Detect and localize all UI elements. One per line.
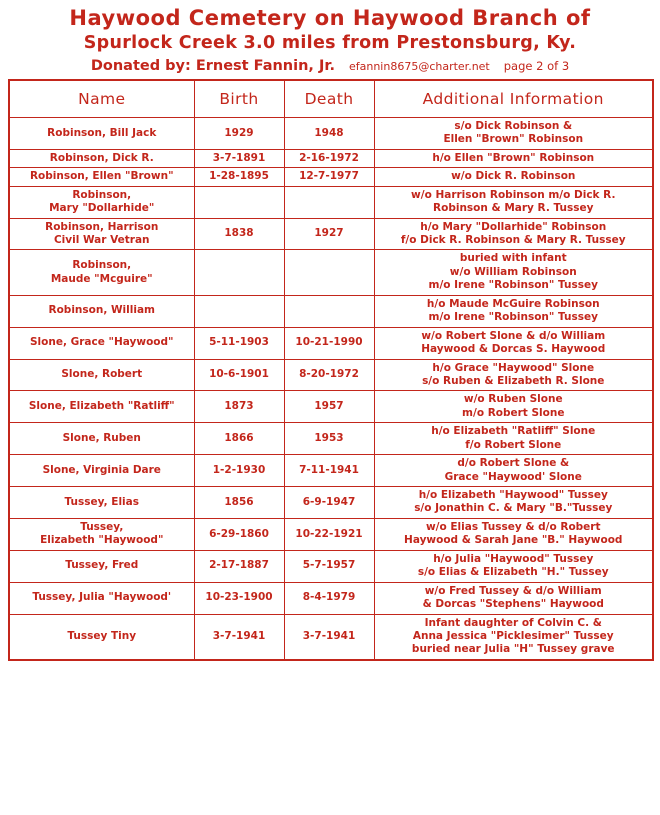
- table-row: [9, 295, 653, 327]
- cell-additional-information: s/o Dick Robinson & Ellen "Brown" Robinson: [374, 117, 653, 149]
- credit-row: [8, 58, 652, 75]
- table-row: [9, 614, 653, 660]
- table-row: [9, 487, 653, 519]
- cell-death: 8-4-1979: [284, 582, 374, 614]
- cell-birth: [194, 186, 284, 218]
- cell-birth: [194, 250, 284, 295]
- cell-additional-information: h/o Elizabeth "Ratliff" Slone f/o Robert Slone: [374, 423, 653, 455]
- table-row: [9, 391, 653, 423]
- column-header-name: Name: [9, 80, 194, 118]
- cell-name: Tussey Tiny: [9, 614, 194, 660]
- cell-additional-information: h/o Mary "Dollarhide" Robinson f/o Dick R. Robinson & Mary R. Tussey: [374, 218, 653, 250]
- cell-death: [284, 295, 374, 327]
- page-title-line-1: Haywood Cemetery on Haywood Branch of: [69, 6, 591, 30]
- cell-additional-information: w/o Fred Tussey & d/o William & Dorcas "Stephens" Haywood: [374, 582, 653, 614]
- cell-name: Slone, Grace "Haywood": [9, 327, 194, 359]
- cell-death: 1953: [284, 423, 374, 455]
- cell-birth: 1838: [194, 218, 284, 250]
- cell-additional-information: w/o Dick R. Robinson: [374, 168, 653, 186]
- page-title-line-2: Spurlock Creek 3.0 miles from Prestonsburg, Ky.: [83, 33, 577, 54]
- cell-name: Slone, Virginia Dare: [9, 455, 194, 487]
- donated-by-text: Donated by: Ernest Fannin, Jr.: [90, 58, 335, 75]
- cell-death: 6-9-1947: [284, 487, 374, 519]
- cell-birth: 2-17-1887: [194, 550, 284, 582]
- table-row: [9, 186, 653, 218]
- document-header: [8, 6, 652, 75]
- page-number-label: page 2 of 3: [503, 59, 570, 74]
- cell-death: 3-7-1941: [284, 614, 374, 660]
- cell-birth: 1873: [194, 391, 284, 423]
- column-header-additional-information: Additional Information: [374, 80, 653, 118]
- cell-name: Robinson, Maude "Mcguire": [9, 250, 194, 295]
- cell-name: Tussey, Julia "Haywood': [9, 582, 194, 614]
- table-row: [9, 250, 653, 295]
- cell-additional-information: w/o Ruben Slone m/o Robert Slone: [374, 391, 653, 423]
- cell-birth: 6-29-1860: [194, 518, 284, 550]
- table-row: [9, 149, 653, 167]
- table-row: [9, 359, 653, 391]
- cell-birth: 5-11-1903: [194, 327, 284, 359]
- cell-additional-information: Infant daughter of Colvin C. & Anna Jessica "Picklesimer" Tussey buried near Julia "H" Tussey grave: [374, 614, 653, 660]
- table-row: [9, 518, 653, 550]
- table-row: [9, 218, 653, 250]
- cell-name: Robinson, Bill Jack: [9, 117, 194, 149]
- cell-birth: 3-7-1891: [194, 149, 284, 167]
- column-header-death: Death: [284, 80, 374, 118]
- cell-birth: 1866: [194, 423, 284, 455]
- cell-death: 10-22-1921: [284, 518, 374, 550]
- cell-birth: [194, 295, 284, 327]
- cell-name: Slone, Robert: [9, 359, 194, 391]
- cell-death: 7-11-1941: [284, 455, 374, 487]
- cell-death: [284, 186, 374, 218]
- cell-name: Tussey, Elizabeth "Haywood": [9, 518, 194, 550]
- table-body: [9, 117, 653, 659]
- contact-email: efannin8675@charter.net: [348, 60, 490, 74]
- cell-name: Robinson, Mary "Dollarhide": [9, 186, 194, 218]
- cell-additional-information: d/o Robert Slone & Grace "Haywood' Slone: [374, 455, 653, 487]
- cell-name: Tussey, Elias: [9, 487, 194, 519]
- cell-birth: 1856: [194, 487, 284, 519]
- table-row: [9, 423, 653, 455]
- cell-additional-information: h/o Julia "Haywood" Tussey s/o Elias & Elizabeth "H." Tussey: [374, 550, 653, 582]
- cell-name: Robinson, Harrison Civil War Vetran: [9, 218, 194, 250]
- cell-death: 1957: [284, 391, 374, 423]
- cell-name: Tussey, Fred: [9, 550, 194, 582]
- cemetery-records-table: [8, 79, 654, 661]
- cell-name: Slone, Ruben: [9, 423, 194, 455]
- cell-additional-information: w/o Harrison Robinson m/o Dick R. Robinson & Mary R. Tussey: [374, 186, 653, 218]
- table-row: [9, 455, 653, 487]
- column-header-birth: Birth: [194, 80, 284, 118]
- cell-birth: 10-23-1900: [194, 582, 284, 614]
- cell-additional-information: h/o Ellen "Brown" Robinson: [374, 149, 653, 167]
- cell-additional-information: w/o Elias Tussey & d/o Robert Haywood & Sarah Jane "B." Haywood: [374, 518, 653, 550]
- cell-death: 1948: [284, 117, 374, 149]
- cell-death: 5-7-1957: [284, 550, 374, 582]
- cell-birth: 10-6-1901: [194, 359, 284, 391]
- table-row: [9, 117, 653, 149]
- cell-name: Robinson, Dick R.: [9, 149, 194, 167]
- cell-birth: 1-2-1930: [194, 455, 284, 487]
- cell-birth: 1929: [194, 117, 284, 149]
- cell-death: 2-16-1972: [284, 149, 374, 167]
- cell-name: Slone, Elizabeth "Ratliff": [9, 391, 194, 423]
- table-row: [9, 168, 653, 186]
- cell-name: Robinson, William: [9, 295, 194, 327]
- cell-death: [284, 250, 374, 295]
- cell-birth: 1-28-1895: [194, 168, 284, 186]
- cell-death: 12-7-1977: [284, 168, 374, 186]
- cell-name: Robinson, Ellen "Brown": [9, 168, 194, 186]
- cell-birth: 3-7-1941: [194, 614, 284, 660]
- cell-death: 10-21-1990: [284, 327, 374, 359]
- table-row: [9, 550, 653, 582]
- table-header-row: [9, 80, 653, 118]
- table-row: [9, 327, 653, 359]
- table-row: [9, 582, 653, 614]
- cell-additional-information: h/o Maude McGuire Robinson m/o Irene "Robinson" Tussey: [374, 295, 653, 327]
- cell-additional-information: h/o Grace "Haywood" Slone s/o Ruben & Elizabeth R. Slone: [374, 359, 653, 391]
- cell-death: 8-20-1972: [284, 359, 374, 391]
- cell-death: 1927: [284, 218, 374, 250]
- cell-additional-information: h/o Elizabeth "Haywood" Tussey s/o Jonathin C. & Mary "B."Tussey: [374, 487, 653, 519]
- cell-additional-information: buried with infant w/o William Robinson m/o Irene "Robinson" Tussey: [374, 250, 653, 295]
- cell-additional-information: w/o Robert Slone & d/o William Haywood & Dorcas S. Haywood: [374, 327, 653, 359]
